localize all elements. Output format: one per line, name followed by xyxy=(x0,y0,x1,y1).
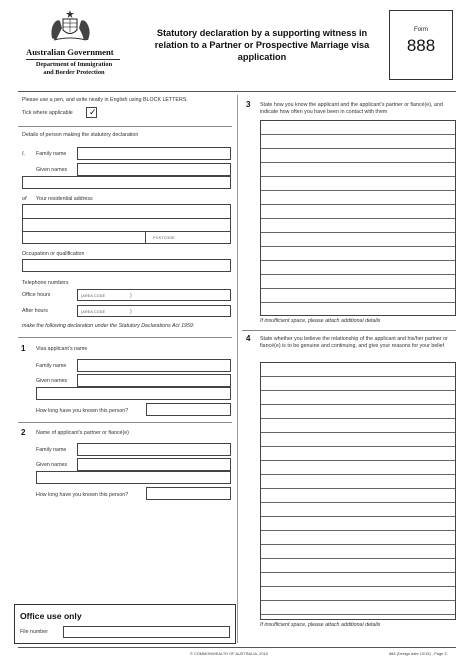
q1-how-long-label: How long have you known this person? xyxy=(36,408,129,414)
section-divider-3 xyxy=(18,422,232,423)
question-2-label: Name of applicant’s partner or fiancé(e) xyxy=(36,430,129,436)
office-hours-phone-input[interactable] xyxy=(77,289,231,301)
q1-given-names-input[interactable] xyxy=(77,374,231,387)
header-divider xyxy=(26,59,120,60)
declaration-text: make the following declaration under the Statutory Declarations Act 1959: xyxy=(22,323,195,329)
footer-divider xyxy=(18,647,456,648)
section-divider-right xyxy=(242,330,456,331)
section-divider-2 xyxy=(18,337,232,338)
area-code-close: ) xyxy=(130,293,132,299)
telephone-label: Telephone numbers xyxy=(22,280,69,286)
family-name-label: Family name xyxy=(36,151,67,157)
question-3-text: State how you know the applicant and the applicant’s partner or fiancé(e), and indicate how often you have been in contact with them xyxy=(260,102,443,115)
q3-answer-area[interactable] xyxy=(260,120,456,316)
q2-how-long-label: How long have you known this person? xyxy=(36,492,129,498)
top-divider xyxy=(18,91,456,92)
section-divider-1 xyxy=(18,126,232,127)
form-title: Statutory declaration by a supporting witness in relation to a Partner or Prospective Marriage visa application xyxy=(154,28,370,62)
page-info-text: 888 (Design date 10/15) - Page 3 xyxy=(389,651,447,656)
tick-checkbox[interactable] xyxy=(86,107,97,118)
declarant-given-names-input-top[interactable] xyxy=(77,163,231,176)
of-label: of xyxy=(22,196,27,202)
address-line xyxy=(23,218,230,219)
tick-where-applicable: Tick where applicable xyxy=(22,110,73,116)
office-hours-label: Office hours xyxy=(22,292,51,298)
q1-family-name-input[interactable] xyxy=(77,359,231,372)
area-code-label: (AREA CODE xyxy=(81,294,106,298)
residential-address-label: Your residential address xyxy=(36,196,93,202)
q2-family-name-input[interactable] xyxy=(77,443,231,456)
postcode-label: POSTCODE xyxy=(153,236,175,240)
postcode-separator xyxy=(145,231,146,243)
residential-address-input[interactable] xyxy=(22,204,231,244)
form-label: Form xyxy=(414,27,428,33)
area-code-label: (AREA CODE xyxy=(81,310,106,314)
gov-name: Australian Government xyxy=(26,47,114,57)
form-number: 888 xyxy=(406,36,436,55)
q2-given-names-label: Given names xyxy=(36,462,68,468)
occupation-input[interactable] xyxy=(22,259,231,272)
question-4-number: 4 xyxy=(246,334,251,343)
i-label: I, xyxy=(22,151,25,157)
declarant-given-names-input[interactable] xyxy=(22,176,231,189)
tick-mark-icon: ✓ xyxy=(89,107,97,117)
coat-of-arms-icon xyxy=(46,8,94,44)
copyright-text: © COMMONWEALTH OF AUSTRALIA, 2015 xyxy=(190,651,268,656)
q2-given-names-input-extra[interactable] xyxy=(36,471,231,484)
question-4-text: State whether you believe the relationship of the applicant and his/her partner or fiancé(e) is to be genuine and continuing, and give your reasons for your belief xyxy=(260,336,448,349)
occupation-label: Occupation or qualification xyxy=(22,251,85,257)
q2-given-names-input[interactable] xyxy=(77,458,231,471)
file-number-input[interactable] xyxy=(63,626,230,638)
question-2-number: 2 xyxy=(21,428,26,437)
q1-given-names-label: Given names xyxy=(36,378,68,384)
column-divider xyxy=(237,95,238,643)
form-number-box xyxy=(389,10,453,80)
instruction-text: Please use a pen, and write neatly in English using BLOCK LETTERS. xyxy=(22,97,188,103)
question-3-number: 3 xyxy=(246,100,251,109)
after-hours-label: After hours xyxy=(22,308,48,314)
q1-family-name-label: Family name xyxy=(36,363,67,369)
area-code-close: ) xyxy=(130,309,132,315)
q3-insufficient-space: If insufficient space, please attach additional details xyxy=(260,318,381,324)
q4-answer-area[interactable] xyxy=(260,362,456,620)
given-names-label: Given names xyxy=(36,167,68,173)
q1-given-names-input-extra[interactable] xyxy=(36,387,231,400)
details-heading: Details of person making the statutory declaration xyxy=(22,132,139,138)
q2-family-name-label: Family name xyxy=(36,447,67,453)
q2-how-long-input[interactable] xyxy=(146,487,231,500)
address-line xyxy=(23,231,230,232)
office-use-heading: Office use only xyxy=(20,611,82,621)
after-hours-phone-input[interactable] xyxy=(77,305,231,317)
department-name: Department of Immigration and Border Protection xyxy=(35,61,113,76)
q4-insufficient-space: If insufficient space, please attach additional details xyxy=(260,622,381,628)
office-use-panel xyxy=(14,604,236,644)
question-1-number: 1 xyxy=(21,344,26,353)
declarant-family-name-input[interactable] xyxy=(77,147,231,160)
file-number-label: File number xyxy=(20,629,48,635)
q1-how-long-input[interactable] xyxy=(146,403,231,416)
question-1-label: Visa applicant’s name xyxy=(36,346,88,352)
